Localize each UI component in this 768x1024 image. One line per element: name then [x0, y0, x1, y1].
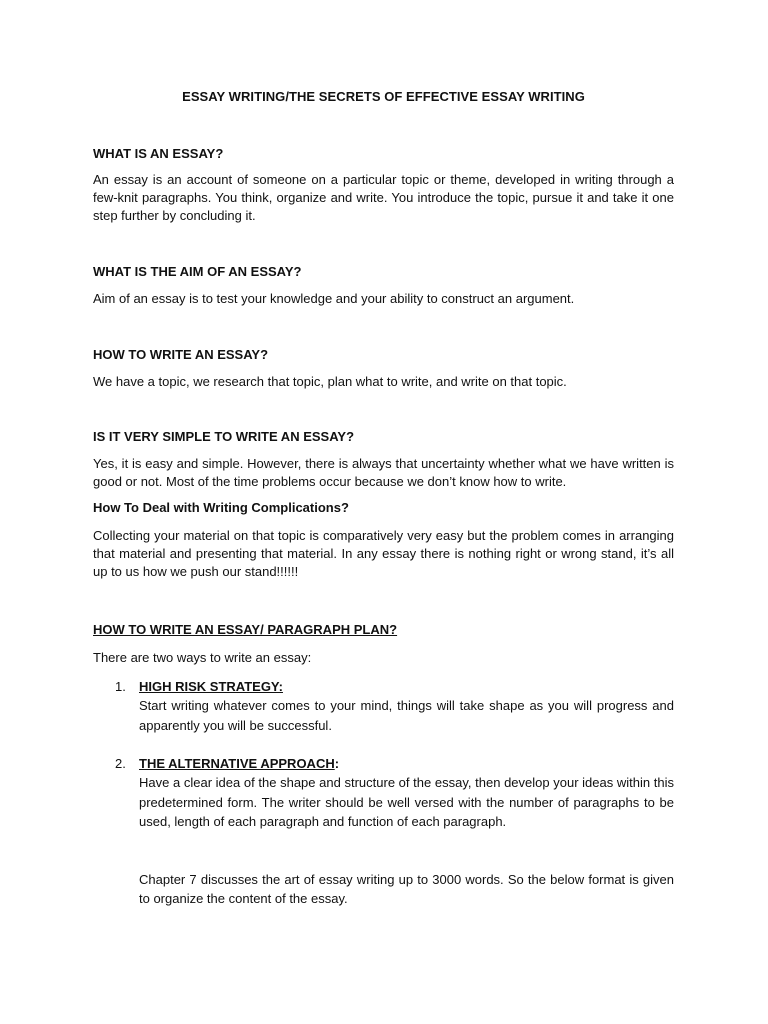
document-title: ESSAY WRITING/THE SECRETS OF EFFECTIVE ESSAY WRITING — [182, 89, 585, 104]
heading-what-is-essay: WHAT IS AN ESSAY? — [93, 146, 224, 161]
heading-is-it-simple: IS IT VERY SIMPLE TO WRITE AN ESSAY? — [93, 429, 355, 444]
list-item-title — [139, 678, 674, 696]
list-item-text: Have a clear idea of the shape and structure of the essay, then develop your ideas within this predetermined form. The writer should be well versed with the number of paragraphs to be used, length of each paragraph and function of each paragraph. — [139, 775, 674, 830]
paragraph-what-is-essay: An essay is an account of someone on a particular topic or theme, developed in writing through a few-knit paragraphs. You think, organize and write. You introduce the topic, pursue it and take it one step further by concluding it. — [93, 172, 674, 224]
list-item-title-text: THE ALTERNATIVE APPROACH — [139, 756, 335, 771]
list-item-title-suffix: : — [334, 756, 340, 771]
paragraph-aim-of-essay: Aim of an essay is to test your knowledge and your ability to construct an argument. — [93, 291, 575, 306]
paragraph-closing-note: Chapter 7 discusses the art of essay writing up to 3000 words. So the below format is given to organize the content of the essay. — [139, 872, 674, 906]
paragraph-is-it-simple: Yes, it is easy and simple. However, there is always that uncertainty whether what we have written is good or not. Most of the time problems occur because we don’t know how to write. — [93, 456, 674, 490]
heading-paragraph-plan: HOW TO WRITE AN ESSAY/ PARAGRAPH PLAN? — [93, 622, 398, 637]
heading-how-to-write: HOW TO WRITE AN ESSAY? — [93, 347, 269, 362]
list-item-title-text: HIGH RISK STRATEGY: — [139, 679, 283, 694]
list-item-number: 1. — [115, 679, 126, 694]
list-item-body — [139, 755, 674, 832]
list-item-text: Start writing whatever comes to your mind, things will take shape as you will progress and apparently you will be successful. — [139, 698, 674, 733]
heading-writing-complications: How To Deal with Writing Complications? — [93, 500, 349, 515]
paragraph-writing-complications: Collecting your material on that topic is comparatively very easy but the problem comes in arranging that material and presenting that material. In any essay there is nothing right or wrong stand, it’s all up to us how we push our stand!!!!!! — [93, 528, 674, 580]
list-item-body — [139, 678, 674, 735]
paragraph-plan-intro: There are two ways to write an essay: — [93, 650, 312, 665]
list-item-title — [139, 755, 674, 773]
heading-aim-of-essay: WHAT IS THE AIM OF AN ESSAY? — [93, 264, 302, 279]
paragraph-how-to-write: We have a topic, we research that topic, plan what to write, and write on that topic. — [93, 374, 567, 389]
list-item-number: 2. — [115, 756, 126, 771]
